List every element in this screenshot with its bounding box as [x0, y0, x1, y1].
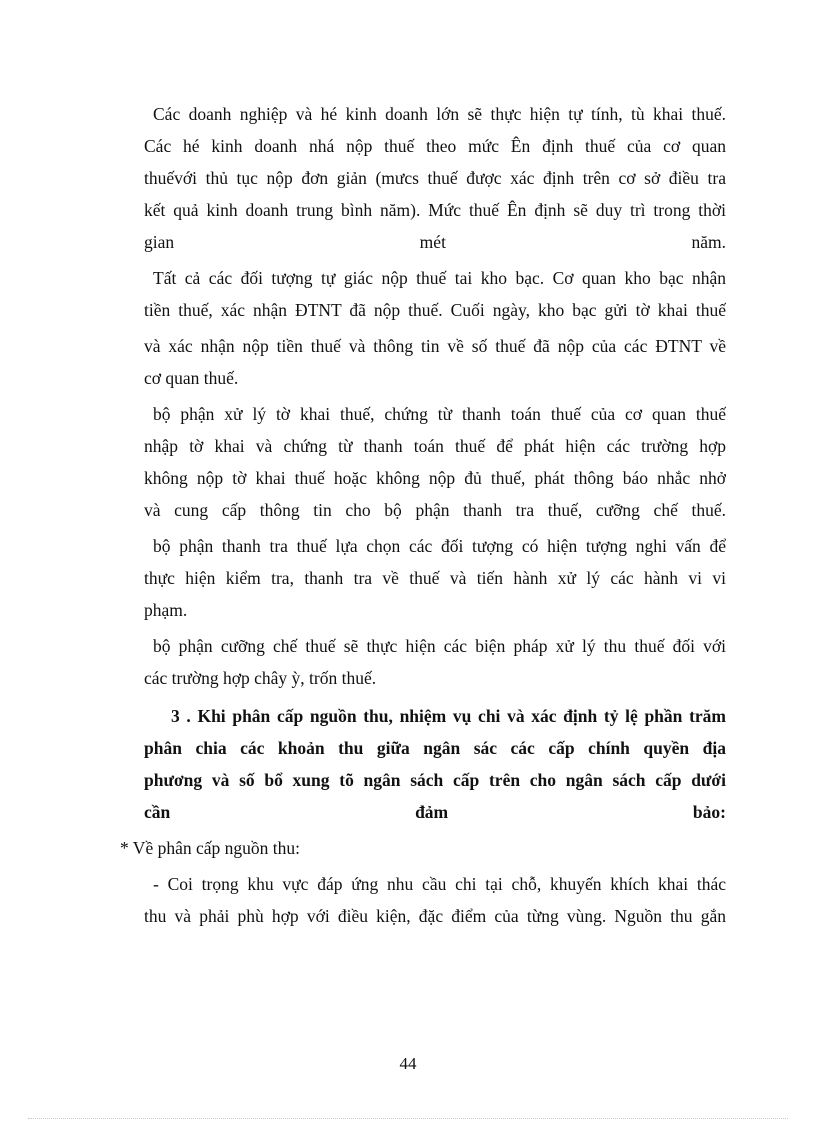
paragraph-enforcement-unit: [144, 630, 726, 694]
text-line: tiền thuế, xác nhận ĐTNT đã nộp thuế. Cuối ngày, kho bạc gửi tờ khai thuế: [144, 300, 726, 320]
text-line: các trường hợp chây ỳ, trốn thuế.: [144, 668, 377, 688]
text-line: Tất cả các đối tượng tự giác nộp thuế tai kho bạc. Cơ quan kho bạc nhận: [153, 268, 726, 288]
text-line: Các hé kinh doanh nhá nộp thuế theo mức Ên định thuế của cơ quan: [144, 136, 726, 156]
page-body: [120, 98, 726, 936]
text-line: và cung cấp thông tin cho bộ phận thanh tra thuế, cưỡng chế thuế.: [144, 500, 726, 520]
heading-line: 3 . Khi phân cấp nguồn thu, nhiệm vụ chi và xác định tỷ lệ phần trăm: [171, 706, 726, 726]
text-line: bộ phận thanh tra thuế lựa chọn các đối tượng có hiện tượng nghi vấn để: [153, 536, 726, 556]
page-number: 44: [399, 1054, 417, 1073]
paragraph-revenue-principle: [144, 868, 726, 932]
text-line: cơ quan thuế.: [144, 368, 239, 388]
heading-line: phương và số bổ xung tõ ngân sách cấp trên cho ngân sách cấp dưới: [144, 770, 726, 790]
paragraph-self-declaration: [144, 98, 726, 258]
text-line: thực hiện kiểm tra, thanh tra về thuế và tiến hành xử lý các hành vi vi: [144, 568, 726, 588]
text-line: - Coi trọng khu vực đáp ứng nhu cầu chi tại chỗ, khuyến khích khai thác: [153, 874, 726, 894]
text-line: nhập tờ khai và chứng từ thanh toán thuế để phát hiện các trường hợp: [144, 436, 726, 456]
text-line: thu và phải phù hợp với điều kiện, đặc điểm của từng vùng. Nguồn thu gắn: [144, 906, 726, 926]
subheading-revenue: [120, 832, 726, 864]
section-heading: [144, 700, 726, 828]
text-line: gian mét năm.: [144, 232, 726, 252]
paragraph-processing-unit: [144, 398, 726, 526]
heading-line: phân chia các khoản thu giữa ngân sác các cấp chính quyền địa: [144, 738, 726, 758]
page-bottom-divider: [28, 1118, 788, 1119]
paragraph-treasury-payment: [144, 262, 726, 394]
text-line: thuếvới thủ tục nộp đơn giản (mưcs thuế được xác định trên cơ sở điều tra: [144, 168, 726, 188]
paragraph-inspection-unit: [144, 530, 726, 626]
text-line: kết quả kinh doanh trung bình năm). Mức thuế Ên định sẽ duy trì trong thời: [144, 200, 726, 220]
text-line: bộ phận cưỡng chế thuế sẽ thực hiện các biện pháp xử lý thu thuế đối với: [153, 636, 726, 656]
text-line: Các doanh nghiệp và hé kinh doanh lớn sẽ thực hiện tự tính, tù khai thuế.: [153, 104, 726, 124]
text-line: phạm.: [144, 600, 188, 620]
text-line: và xác nhận nộp tiền thuế và thông tin về số thuế đã nộp của các ĐTNT về: [144, 336, 726, 356]
heading-line: cần đảm bảo:: [144, 802, 726, 822]
text-line: bộ phận xử lý tờ khai thuế, chứng từ thanh toán thuế của cơ quan thuế: [153, 404, 726, 424]
text-line: không nộp tờ khai thuế hoặc không nộp đủ thuế, phát thông báo nhắc nhở: [144, 468, 726, 488]
subheading-text: * Về phân cấp nguồn thu:: [120, 838, 300, 858]
